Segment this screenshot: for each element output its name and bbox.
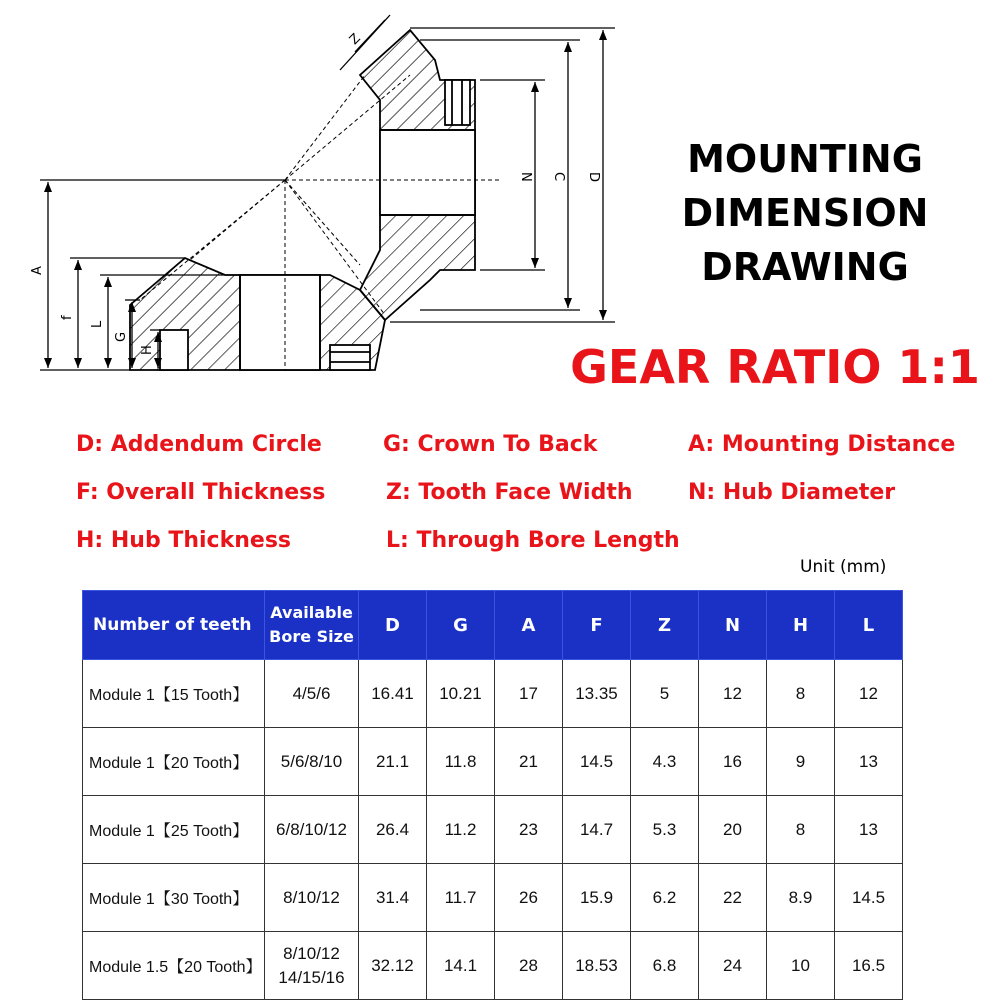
header-z: Z: [631, 591, 699, 660]
cell-value: 13: [835, 728, 903, 796]
cell-value: 13: [835, 796, 903, 864]
cell-value: 23: [495, 796, 563, 864]
cell-value: 26.4: [359, 796, 427, 864]
dimension-table: [82, 590, 903, 1000]
cell-value: 8: [767, 796, 835, 864]
header-h: H: [767, 591, 835, 660]
legend-d: D: Addendum Circle: [76, 432, 322, 457]
cell-teeth: Module 1【25 Tooth】: [83, 796, 265, 864]
cell-teeth: Module 1.5【20 Tooth】: [83, 932, 265, 1000]
cell-value: 11.2: [427, 796, 495, 864]
cell-value: 11.8: [427, 728, 495, 796]
table-row: [83, 796, 903, 864]
cell-value: 14.5: [563, 728, 631, 796]
cell-teeth: Module 1【15 Tooth】: [83, 660, 265, 728]
cell-teeth: Module 1【20 Tooth】: [83, 728, 265, 796]
cell-value: 12: [699, 660, 767, 728]
cell-value: 16: [699, 728, 767, 796]
label-h: H: [140, 345, 155, 355]
cell-value: 8.9: [767, 864, 835, 932]
legend-f: F: Overall Thickness: [76, 480, 326, 505]
header-teeth: Number of teeth: [83, 591, 265, 660]
legend-n: N: Hub Diameter: [688, 480, 896, 505]
legend-g: G: Crown To Back: [383, 432, 598, 457]
header-a: A: [495, 591, 563, 660]
cell-value: 14.1: [427, 932, 495, 1000]
cell-bore: 4/5/6: [265, 660, 359, 728]
label-n: N: [518, 172, 533, 182]
legend-l: L: Through Bore Length: [386, 528, 680, 553]
cell-value: 22: [699, 864, 767, 932]
label-g: G: [114, 331, 129, 342]
legend-a: A: Mounting Distance: [688, 432, 956, 457]
cell-bore: 6/8/10/12: [265, 796, 359, 864]
header-f: F: [563, 591, 631, 660]
cell-value: 21.1: [359, 728, 427, 796]
label-f: f: [60, 315, 75, 320]
cell-bore: 5/6/8/10: [265, 728, 359, 796]
cell-value: 12: [835, 660, 903, 728]
cell-value: 9: [767, 728, 835, 796]
header-d: D: [359, 591, 427, 660]
cell-value: 14.7: [563, 796, 631, 864]
cell-value: 6.2: [631, 864, 699, 932]
label-d: D: [586, 172, 601, 183]
cell-value: 5: [631, 660, 699, 728]
cell-value: 11.7: [427, 864, 495, 932]
table-row: [83, 864, 903, 932]
cell-value: 20: [699, 796, 767, 864]
header-n: N: [699, 591, 767, 660]
table-row: [83, 932, 903, 1000]
cell-value: 32.12: [359, 932, 427, 1000]
cell-value: 10.21: [427, 660, 495, 728]
title-line-2: DIMENSION: [681, 191, 929, 235]
gear-ratio: GEAR RATIO 1:1: [570, 340, 980, 394]
cell-value: 17: [495, 660, 563, 728]
cell-value: 21: [495, 728, 563, 796]
cell-bore: 8/10/12: [265, 864, 359, 932]
header-bore: Available Bore Size: [265, 591, 359, 660]
cell-value: 4.3: [631, 728, 699, 796]
cell-value: 15.9: [563, 864, 631, 932]
cell-value: 8: [767, 660, 835, 728]
cell-value: 16.5: [835, 932, 903, 1000]
header-l: L: [835, 591, 903, 660]
cell-value: 10: [767, 932, 835, 1000]
label-c: C: [551, 172, 566, 182]
table-row: [83, 660, 903, 728]
label-z: Z: [346, 30, 364, 48]
header-g: G: [427, 591, 495, 660]
title-line-1: MOUNTING: [687, 137, 923, 181]
cell-value: 14.5: [835, 864, 903, 932]
label-a: A: [30, 266, 45, 275]
cell-value: 18.53: [563, 932, 631, 1000]
cell-value: 13.35: [563, 660, 631, 728]
mounting-dimension-drawing: [0, 0, 640, 380]
upper-gear: [360, 30, 475, 320]
cell-bore: 8/10/12 14/15/16: [265, 932, 359, 1000]
drawing-title: [640, 132, 970, 294]
cell-value: 5.3: [631, 796, 699, 864]
title-line-3: DRAWING: [701, 245, 909, 289]
cell-teeth: Module 1【30 Tooth】: [83, 864, 265, 932]
cell-value: 28: [495, 932, 563, 1000]
table-header-row: [83, 591, 903, 660]
cell-value: 16.41: [359, 660, 427, 728]
legend-h: H: Hub Thickness: [76, 528, 292, 553]
label-l: L: [90, 320, 105, 328]
table-row: [83, 728, 903, 796]
cell-value: 24: [699, 932, 767, 1000]
legend-z: Z: Tooth Face Width: [386, 480, 633, 505]
cell-value: 6.8: [631, 932, 699, 1000]
cell-value: 26: [495, 864, 563, 932]
unit-label: Unit (mm): [800, 557, 887, 577]
cell-value: 31.4: [359, 864, 427, 932]
